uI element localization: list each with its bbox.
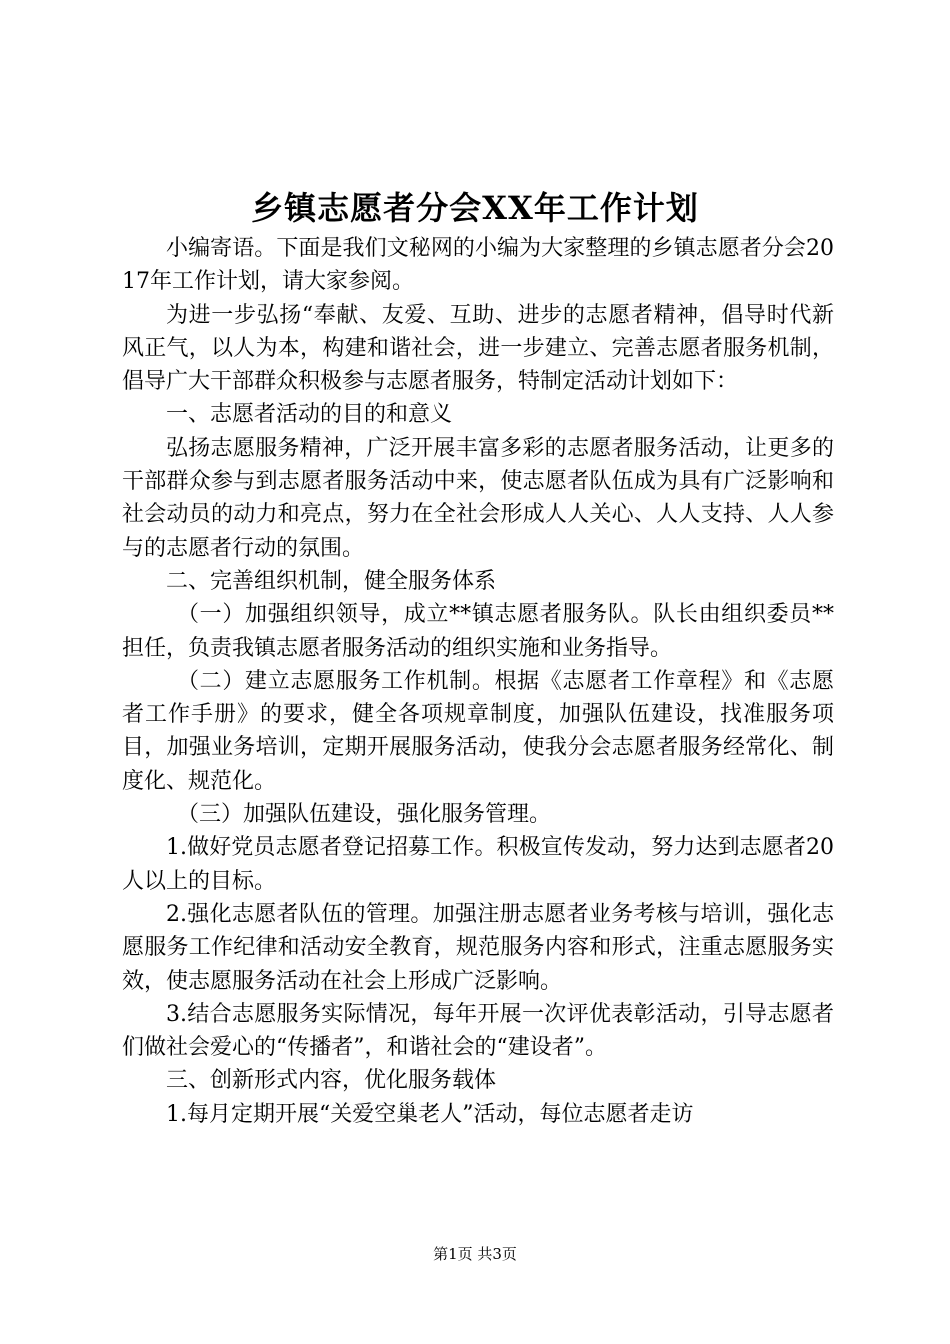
document-body [122, 232, 834, 1131]
paragraph-item-3: （三）加强队伍建设，强化服务管理。 [177, 802, 552, 828]
list-item-4: 1.每月定期开展“关爱空巢老人”活动，每位志愿者走访 [166, 1101, 694, 1127]
paragraph-preface: 为进一步弘扬“奉献、友爱、互助、进步的志愿者精神，倡导时代新风正气，以人为本，构建和谐社会，进一步建立、完善志愿者服务机制，倡导广大干部群众积极参与志愿者服务，特制定活动计划如下： [122, 302, 834, 395]
section-heading-2: 二、完善组织机制，健全服务体系 [166, 568, 497, 594]
paragraph-intro: 小编寄语。下面是我们文秘网的小编为大家整理的乡镇志愿者分会2017年工作计划，请大家参阅。 [122, 236, 834, 295]
list-item-3: 3.结合志愿服务实际情况，每年开展一次评优表彰活动，引导志愿者们做社会爱心的“传播者”，和谐社会的“建设者”。 [122, 1001, 834, 1061]
section-heading-3: 三、创新形式内容，优化服务载体 [166, 1068, 497, 1094]
document-title: 乡镇志愿者分会XX年工作计划 [251, 189, 699, 227]
list-item-1: 1.做好党员志愿者登记招募工作。积极宣传发动，努力达到志愿者20人以上的目标。 [122, 835, 834, 894]
page-footer: 第1页 共3页 [433, 1245, 517, 1263]
paragraph-item-1: （一）加强组织领导，成立**镇志愿者服务队。队长由组织委员**担任，负责我镇志愿者服务活动的组织实施和业务指导。 [122, 602, 834, 661]
paragraph-purpose: 弘扬志愿服务精神，广泛开展丰富多彩的志愿者服务活动，让更多的干部群众参与到志愿者服务活动中来，使志愿者队伍成为具有广泛影响和社会动员的动力和亮点，努力在全社会形成人人关心、人人支持、人人参与的志愿者行动的氛围。 [122, 435, 834, 561]
section-heading-1: 一、志愿者活动的目的和意义 [166, 402, 453, 428]
paragraph-item-2: （二）建立志愿服务工作机制。根据《志愿者工作章程》和《志愿者工作手册》的要求，健全各项规章制度，加强队伍建设，找准服务项目，加强业务培训，定期开展服务活动，使我分会志愿者服务经常化、制度化、规范化。 [122, 668, 834, 794]
list-item-2: 2.强化志愿者队伍的管理。加强注册志愿者业务考核与培训，强化志愿服务工作纪律和活动安全教育，规范服务内容和形式，注重志愿服务实效，使志愿服务活动在社会上形成广泛影响。 [122, 901, 834, 994]
